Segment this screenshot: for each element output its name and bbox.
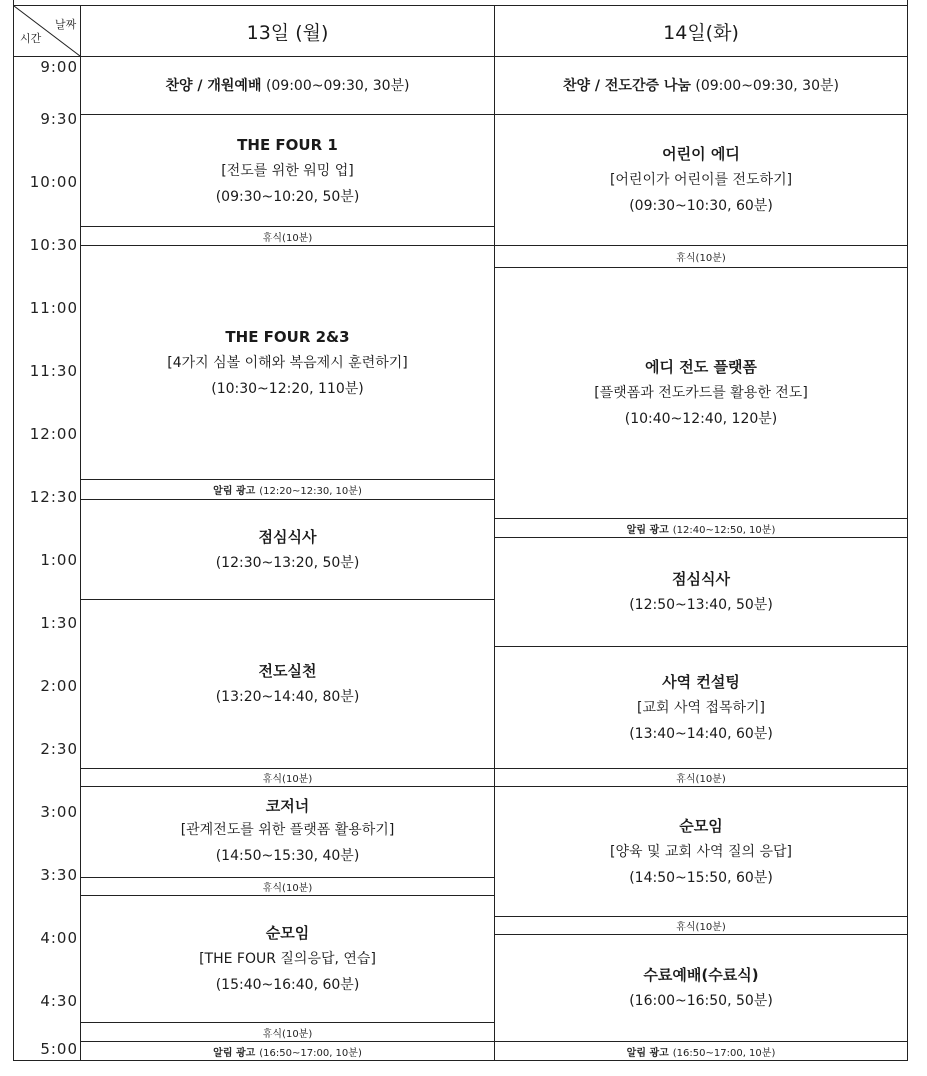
day1-lunch-block <box>81 500 494 599</box>
day1-sojourner-block <box>81 787 494 877</box>
announcement-time: (12:20~12:30, 10분) <box>259 486 362 497</box>
announcement-title: 알림 광고 <box>213 486 256 497</box>
session-title: THE FOUR 1 <box>237 135 338 154</box>
session-time: (09:00~09:30, 30분) <box>695 77 839 94</box>
day2-platform-block <box>495 268 907 518</box>
session-title: 점심식사 <box>258 527 317 546</box>
session-title: 순모임 <box>265 924 310 942</box>
time-label-1030: 10:30 <box>29 236 78 254</box>
session-title: THE FOUR 2&3 <box>225 327 350 346</box>
announcement-title: 알림 광고 <box>626 1047 669 1059</box>
session-title: 찬양 / 개원예배 <box>165 77 262 94</box>
session-subtitle: [교회 사역 접목하기] <box>636 699 766 716</box>
time-label-1230: 12:30 <box>29 488 78 506</box>
session-time: (13:20~14:40, 80분) <box>215 689 360 705</box>
session-subtitle: [양육 및 교회 사역 질의 응답] <box>610 843 792 860</box>
time-label-1200: 12:00 <box>29 425 78 443</box>
announcement-time: (16:50~17:00, 10분) <box>259 1047 362 1059</box>
day1-header: 13일 (월) <box>246 21 329 44</box>
time-label-0230: 2:30 <box>40 740 78 758</box>
time-label-0330: 3:30 <box>40 866 78 884</box>
day2-graduation-block <box>495 935 907 1041</box>
session-time: (12:50~13:40, 50분) <box>629 597 773 613</box>
day1-thefour1-block <box>81 115 494 226</box>
session-subtitle: [전도를 위한 워밍 업] <box>221 162 354 179</box>
time-label-0430: 4:30 <box>40 992 78 1010</box>
time-label-0100: 1:00 <box>40 551 78 569</box>
time-label-0400: 4:00 <box>40 929 78 947</box>
announcement-title: 알림 광고 <box>626 524 669 536</box>
session-time: (10:40~12:40, 120분) <box>624 411 778 427</box>
time-label-0130: 1:30 <box>40 614 78 632</box>
time-label-0500: 5:00 <box>40 1040 78 1058</box>
day1-break-3: 휴식(10분) <box>262 883 313 894</box>
day2-break-2: 휴식(10분) <box>676 774 726 785</box>
day1-break-1: 휴식(10분) <box>262 232 313 244</box>
time-label-1130: 11:30 <box>29 362 78 380</box>
session-time: (09:30~10:20, 50분) <box>215 188 360 205</box>
day2-break-3: 휴식(10분) <box>676 922 726 933</box>
session-title: 전도실천 <box>258 662 317 680</box>
day1-announcement-1 <box>81 480 494 499</box>
session-title: 에디 전도 플랫폼 <box>645 358 757 376</box>
announcement-time: (12:40~12:50, 10분) <box>672 524 776 536</box>
corner-time-label: 시간 <box>20 32 42 45</box>
corner-date-label: 날짜 <box>55 18 77 31</box>
session-title: 찬양 / 전도간증 나눔 <box>563 77 691 94</box>
session-time: (13:40~14:40, 60분) <box>629 725 773 742</box>
day1-break-4: 휴식(10분) <box>262 1028 313 1040</box>
session-time: (09:00~09:30, 30분) <box>265 77 410 94</box>
session-title: 수료예배(수료식) <box>643 966 759 984</box>
day2-header: 14일(화) <box>663 21 739 44</box>
session-subtitle: [THE FOUR 질의응답, 연습] <box>199 951 376 967</box>
time-label-1100: 11:00 <box>29 299 78 317</box>
time-label-0900: 9:00 <box>40 58 78 76</box>
time-label-1000: 10:00 <box>29 173 78 191</box>
session-title: 사역 컨설팅 <box>662 672 740 691</box>
day2-announcement-1 <box>495 519 907 537</box>
session-title: 순모임 <box>679 816 723 835</box>
session-time: (12:30~13:20, 50분) <box>215 554 360 571</box>
session-time: (14:50~15:30, 40분) <box>215 848 360 864</box>
session-subtitle: [관계전도를 위한 플랫폼 활용하기] <box>180 822 395 838</box>
session-time: (15:40~16:40, 60분) <box>215 977 360 993</box>
day2-smallgroup-block <box>495 787 907 916</box>
day1-announcement-2 <box>81 1042 494 1060</box>
day1-thefour23-block <box>81 246 494 479</box>
day2-kids-eddy-block <box>495 115 907 245</box>
session-time: (09:30~10:30, 60분) <box>629 198 773 214</box>
session-title: 코저너 <box>265 797 310 815</box>
day2-worship-block <box>495 57 907 114</box>
day1-worship-block <box>81 57 494 114</box>
session-title: 점심식사 <box>672 570 730 588</box>
time-label-0300: 3:00 <box>40 803 78 821</box>
time-label-0200: 2:00 <box>40 677 78 695</box>
session-time: (10:30~12:20, 110분) <box>211 380 364 397</box>
session-subtitle: [플랫폼과 전도카드를 활용한 전도] <box>594 385 808 401</box>
top-stub-right <box>907 0 908 6</box>
session-title: 어린이 에디 <box>662 145 740 163</box>
day2-lunch-block <box>495 538 907 646</box>
day2-break-1: 휴식(10분) <box>676 253 726 264</box>
announcement-time: (16:50~17:00, 10분) <box>672 1047 776 1059</box>
session-time: (14:50~15:50, 60분) <box>629 869 773 886</box>
day1-practice-block <box>81 600 494 768</box>
day2-announcement-2 <box>495 1042 907 1060</box>
session-subtitle: [어린이가 어린이를 전도하기] <box>609 172 793 188</box>
time-label-0930: 9:30 <box>40 110 78 128</box>
session-subtitle: [4가지 심볼 이해와 복음제시 훈련하기] <box>167 354 408 371</box>
day2-consulting-block <box>495 647 907 768</box>
day1-break-2: 휴식(10분) <box>262 774 313 785</box>
day1-smallgroup-block <box>81 896 494 1022</box>
announcement-title: 알림 광고 <box>213 1047 256 1059</box>
session-time: (16:00~16:50, 50분) <box>629 993 773 1009</box>
